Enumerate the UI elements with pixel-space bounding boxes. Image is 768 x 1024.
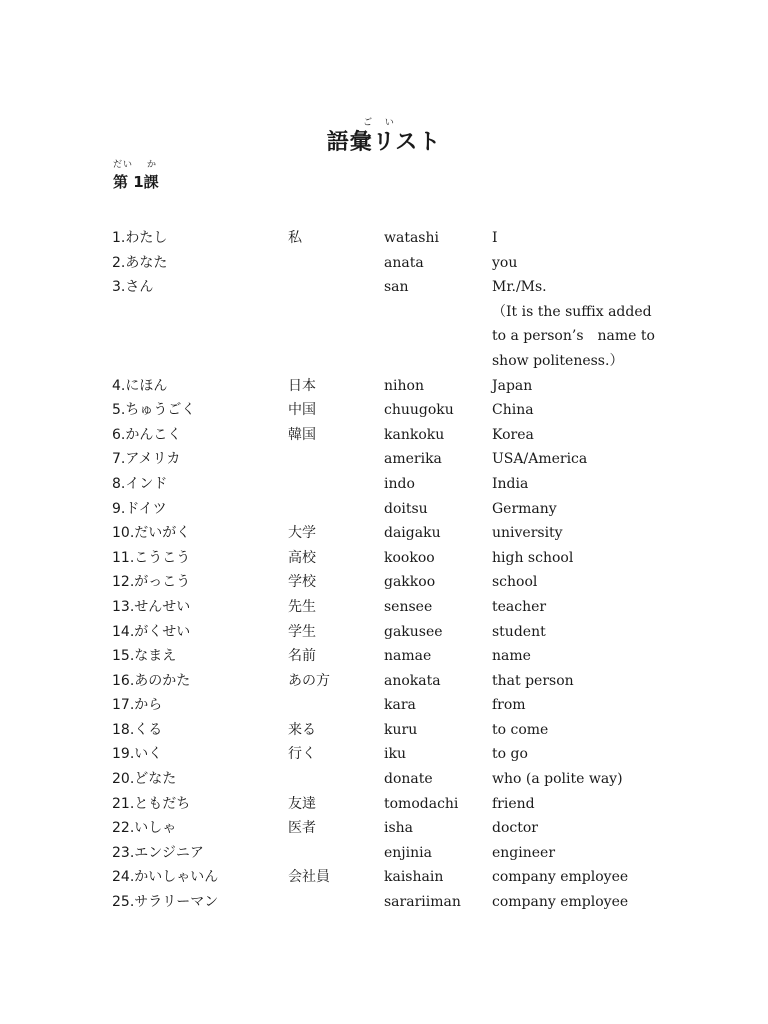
vocab-romaji: namae	[384, 648, 432, 665]
vocab-english: that person	[492, 672, 574, 689]
vocab-row	[0, 521, 768, 546]
vocab-romaji: amerika	[384, 451, 442, 468]
vocab-romaji: kankoku	[384, 426, 445, 443]
vocab-kanji: 会社員	[288, 869, 330, 886]
vocab-kanji: あの方	[288, 672, 330, 689]
vocab-romaji: donate	[384, 771, 433, 788]
vocab-row	[0, 570, 768, 595]
vocab-romaji: anokata	[384, 672, 441, 689]
vocab-kanji: 学生	[288, 623, 316, 640]
vocab-romaji: tomodachi	[384, 795, 459, 812]
lesson-furigana	[113, 160, 159, 171]
vocab-row	[0, 767, 768, 792]
vocab-kanji: 行く	[288, 746, 316, 763]
vocab-english: to come	[492, 721, 549, 738]
vocab-row	[0, 546, 768, 571]
vocab-english: USA/America	[492, 451, 588, 468]
lesson-heading-block	[113, 160, 159, 193]
vocab-english: from	[492, 697, 526, 714]
vocab-kana: 24.かいしゃいん	[112, 869, 219, 886]
vocab-row	[0, 865, 768, 890]
vocab-romaji: nihon	[384, 377, 424, 394]
vocab-kana: 20.どなた	[112, 771, 177, 788]
vocab-kanji: 友達	[288, 795, 316, 812]
vocab-row	[0, 423, 768, 448]
vocab-kanji: 医者	[288, 820, 316, 837]
vocabulary-list	[0, 226, 768, 915]
vocab-romaji: anata	[384, 254, 424, 271]
vocab-english: who (a polite way)	[492, 771, 623, 788]
vocab-english: teacher	[492, 598, 547, 615]
vocab-romaji: enjinia	[384, 844, 432, 861]
vocab-english: name	[492, 648, 531, 665]
vocab-english: engineer	[492, 844, 556, 861]
vocab-row	[0, 374, 768, 399]
vocab-english: you	[492, 254, 518, 271]
vocab-row	[0, 447, 768, 472]
vocab-row-continuation	[0, 349, 768, 374]
vocab-row	[0, 890, 768, 915]
lesson-furigana-ka: か	[147, 160, 158, 170]
vocab-kanji: 韓国	[288, 426, 316, 443]
vocab-kana: 9.ドイツ	[112, 500, 167, 517]
vocab-kana: 23.エンジニア	[112, 844, 204, 861]
page-title: 語彙リスト	[326, 130, 442, 155]
vocab-romaji: doitsu	[384, 500, 428, 517]
vocab-english: doctor	[492, 820, 538, 837]
vocab-romaji: gakusee	[384, 623, 443, 640]
vocab-kanji: 私	[288, 230, 302, 246]
vocab-english: friend	[492, 795, 535, 812]
vocab-english: India	[492, 475, 529, 492]
vocab-row	[0, 742, 768, 767]
vocab-kana: 12.がっこう	[112, 574, 191, 591]
vocab-romaji: sensee	[384, 598, 433, 615]
vocab-kana: 17.から	[112, 697, 163, 714]
vocab-kanji: 学校	[288, 574, 316, 591]
vocab-row	[0, 693, 768, 718]
vocab-row	[0, 644, 768, 669]
lesson-furigana-dai: だい	[113, 160, 134, 170]
vocab-kanji: 先生	[288, 598, 316, 615]
vocab-romaji: indo	[384, 475, 415, 492]
vocab-kana: 19.いく	[112, 746, 163, 763]
vocab-kanji: 中国	[288, 402, 316, 419]
vocab-english: to a person’s name to	[492, 328, 655, 345]
vocab-kanji: 日本	[288, 377, 316, 394]
title-furigana: ご い	[363, 118, 399, 128]
vocab-kana: 15.なまえ	[112, 648, 177, 665]
vocab-english: high school	[492, 549, 574, 566]
vocab-kana: 21.ともだち	[112, 795, 191, 812]
vocab-kanji: 高校	[288, 549, 316, 566]
vocab-romaji: kara	[384, 697, 416, 714]
vocab-kanji: 来る	[288, 721, 316, 738]
vocab-kana: 8.インド	[112, 475, 168, 492]
vocab-english: Japan	[492, 377, 533, 394]
vocab-kana: 11.こうこう	[112, 549, 191, 566]
vocab-romaji: isha	[384, 820, 414, 837]
vocab-romaji: chuugoku	[384, 402, 454, 419]
vocab-kana: 10.だいがく	[112, 525, 191, 542]
vocab-kana: 18.くる	[112, 721, 163, 738]
vocab-row	[0, 251, 768, 276]
vocab-english: show politeness.）	[492, 352, 624, 369]
vocab-kana: 5.ちゅうごく	[112, 402, 196, 419]
vocab-romaji: watashi	[384, 230, 439, 246]
vocab-kana: 4.にほん	[112, 377, 168, 394]
vocab-english: company employee	[492, 894, 629, 911]
vocab-english: student	[492, 623, 546, 640]
vocab-row	[0, 620, 768, 645]
vocab-romaji: san	[384, 279, 409, 296]
lesson-heading: 第 1課	[113, 173, 159, 191]
vocab-romaji: daigaku	[384, 525, 441, 542]
vocab-english: school	[492, 574, 538, 591]
vocab-kana: 14.がくせい	[112, 623, 191, 640]
vocab-row	[0, 669, 768, 694]
vocab-romaji: kookoo	[384, 549, 435, 566]
vocab-row	[0, 718, 768, 743]
vocab-romaji: gakkoo	[384, 574, 436, 591]
vocab-kana: 16.あのかた	[112, 672, 191, 689]
vocab-english: （It is the suffix added	[492, 303, 652, 320]
vocab-row	[0, 792, 768, 817]
vocab-row	[0, 472, 768, 497]
vocab-english: to go	[492, 746, 528, 763]
vocab-english: China	[492, 402, 534, 419]
vocab-english: university	[492, 525, 563, 542]
vocab-english: Germany	[492, 500, 557, 517]
vocab-english: company employee	[492, 869, 629, 886]
vocab-kana: 3.さん	[112, 279, 154, 296]
vocab-row	[0, 226, 768, 251]
vocab-kana: 13.せんせい	[112, 598, 191, 615]
vocab-romaji: kuru	[384, 721, 418, 738]
vocab-kana: 1.わたし	[112, 230, 168, 246]
vocab-kana: 7.アメリカ	[112, 451, 181, 468]
vocab-kana: 25.サラリーマン	[112, 894, 219, 911]
vocab-row-continuation	[0, 324, 768, 349]
vocab-row	[0, 275, 768, 300]
vocab-kanji: 大学	[288, 525, 316, 542]
vocab-kana: 2.あなた	[112, 254, 168, 271]
title-block	[0, 117, 768, 157]
vocab-romaji: kaishain	[384, 869, 444, 886]
vocab-kana: 22.いしゃ	[112, 820, 177, 837]
vocab-english: Mr./Ms.	[492, 279, 547, 296]
vocab-row	[0, 595, 768, 620]
vocab-row-continuation	[0, 300, 768, 325]
vocab-row	[0, 816, 768, 841]
vocab-row	[0, 841, 768, 866]
vocab-english: Korea	[492, 426, 534, 443]
vocab-row	[0, 398, 768, 423]
vocab-romaji: sarariiman	[384, 894, 461, 911]
vocab-row	[0, 497, 768, 522]
vocab-romaji: iku	[384, 746, 406, 763]
vocab-english: I	[492, 230, 498, 246]
vocab-kanji: 名前	[288, 648, 316, 665]
vocab-kana: 6.かんこく	[112, 426, 182, 443]
